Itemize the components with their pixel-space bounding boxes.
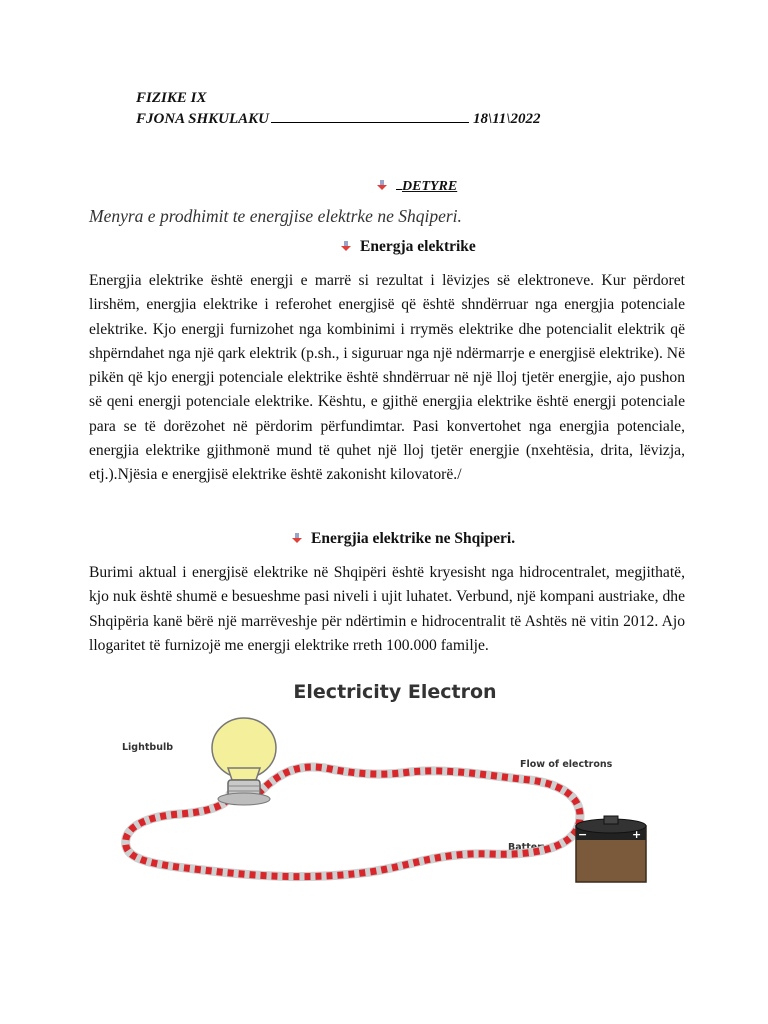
paragraph-energy: Energjia elektrike është energji e marrë si rezultat i lëvizjes së elektroneve. Kur përdoret lirshëm, energjia elektrike i referohet energjisë që është shndërruar nga energjia potenciale elektrike. Kjo energji furnizohet nga kombinimi i rrymës elektrike dhe potencialit elektrik që shpërndahet nga një qark elektrik (p.sh., i siguruar nga një ndërmarrje e energjisë elektrike). Në pikën që kjo energji potenciale elektrike është shndërruar në një lloj tjetër energjie, ajo pushon së qeni energji potenciale elektrike. Kështu, e gjithë energjia elektrike është energji potenciale para se të dorëzohet në përdorim përfundimtar. Pasi konvertohet nga energjia potenciale, energjia elektrike gjithmonë mund të quhet një lloj tjetër energjie (nxehtësia, drita, lëvizja, etj.).Njësia e energjisë elektrike është zakonisht kilovatorë./ xyxy=(89,272,685,484)
svg-text:−: − xyxy=(578,828,588,841)
lightbulb-label: Lightbulb xyxy=(122,742,174,753)
diagram-title: Electricity Electron xyxy=(293,681,497,703)
task-label xyxy=(376,177,457,195)
bullet-arrow-icon xyxy=(340,240,352,252)
signature-underline xyxy=(271,110,469,123)
circuit-illustration xyxy=(110,676,680,886)
section-heading-text: Energja elektrike xyxy=(360,238,476,255)
battery-icon xyxy=(576,816,646,882)
bullet-arrow-icon xyxy=(291,532,303,544)
author-date-line xyxy=(136,110,546,128)
bullet-arrow-icon xyxy=(376,179,388,191)
task-label-text: DETYRE xyxy=(402,179,458,194)
author-name: FJONA SHKULAKU xyxy=(136,111,269,127)
section-heading-text: Energjia elektrike ne Shqiperi. xyxy=(311,530,516,547)
document-subtitle: Menyra e prodhimit te energjise elektrke ne Shqiperi. xyxy=(89,206,462,226)
battery-label: Battery xyxy=(508,842,549,853)
section-heading-energy xyxy=(340,238,476,256)
svg-text:+: + xyxy=(632,828,642,841)
electricity-diagram xyxy=(110,676,680,886)
subject-line: FIZIKE IX xyxy=(136,90,207,106)
section-heading-albania xyxy=(291,530,515,548)
paragraph-albania: Burimi aktual i energjisë elektrike në Shqipëri është kryesisht nga hidrocentralet, megjithatë, kjo nuk është shumë e besueshme pasi niveli i ujit luhatet. Verbund, një kompani austriake, dhe Shqipëria kanë bërë një marrëveshje për ndërtimin e hidrocentralit të Ashtës në vitin 2012. Ajo llogaritet të furnizojë me energji elektrike rreth 100.000 familje. xyxy=(89,564,685,654)
flow-label: Flow of electrons xyxy=(520,759,613,770)
wire-loop xyxy=(126,767,580,877)
document-date: 18\11\2022 xyxy=(472,111,541,127)
